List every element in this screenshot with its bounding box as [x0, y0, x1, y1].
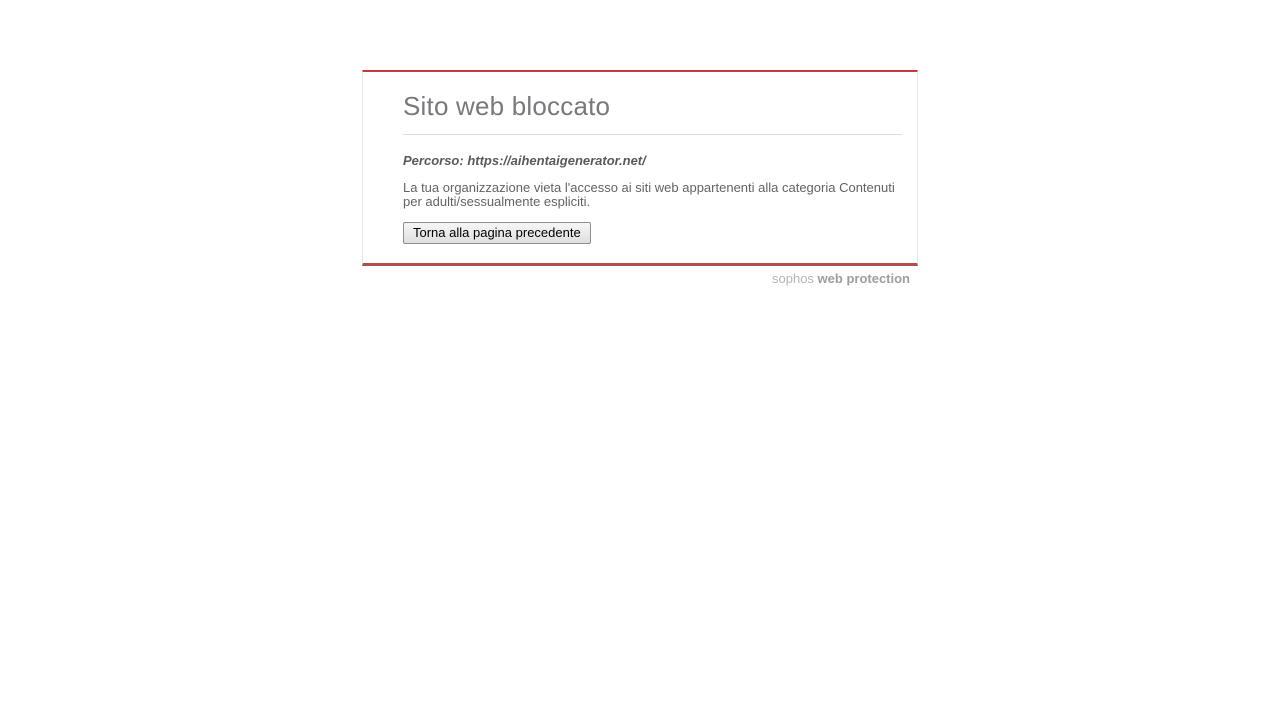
sophos-brand-footer: [362, 271, 910, 286]
block-card: [362, 70, 918, 266]
blocked-path-line: [403, 153, 902, 168]
block-reason-message: La tua organizzazione vieta l'accesso ai siti web appartenenti alla categoria Contenuti per adulti/sessualmente espliciti.: [403, 180, 895, 209]
title-divider: [403, 134, 902, 135]
brand-product-name: web protection: [817, 271, 910, 286]
page-title: Sito web bloccato: [403, 91, 611, 121]
brand-name: sophos: [772, 271, 814, 286]
path-label: Percorso:: [403, 153, 464, 168]
back-button[interactable]: Torna alla pagina precedente: [403, 222, 591, 244]
blocked-url: https://aihentaigenerator.net/: [467, 153, 646, 168]
